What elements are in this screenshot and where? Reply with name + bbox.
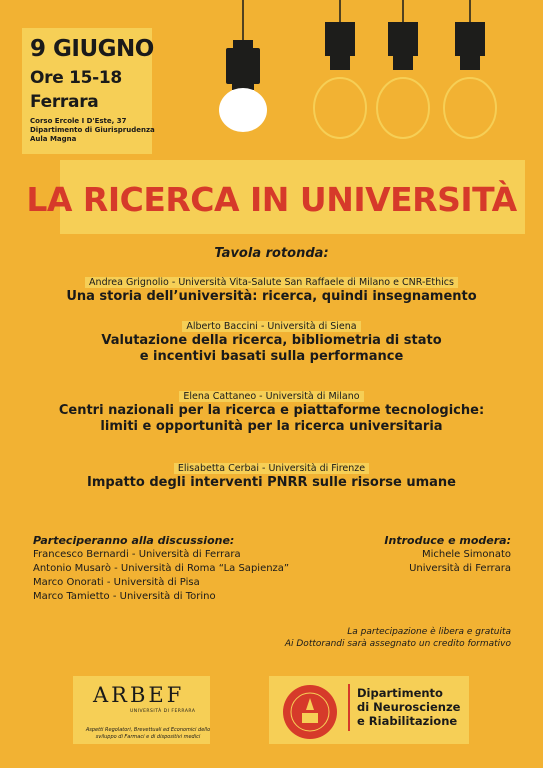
university-seal-icon <box>281 683 339 741</box>
talk-title: limiti e opportunità per la ricerca universitaria <box>100 419 443 434</box>
speaker-affiliation: Università Vita-Salute San Raffaele di Milano e CNR-Ethics <box>178 277 454 288</box>
participant: Antonio Musarò - Università di Roma “La Sapienza” <box>33 563 290 574</box>
event-title: LA RICERCA IN UNIVERSITÀ <box>26 180 517 219</box>
discussion-list <box>33 534 289 604</box>
talk-title: e incentivi basati sulla performance <box>139 349 404 364</box>
speaker-affiliation: Università di Siena <box>267 321 357 332</box>
department-name-line: di Neuroscienze <box>357 700 461 714</box>
speaker-affiliation: Università di Milano <box>265 391 360 402</box>
talk-item: Alberto Baccini - Università di Siena Valutazione della ricerca, bibliometria di stato e incentivi basati sulla performance <box>0 320 543 365</box>
participant: Marco Tamietto - Università di Torino <box>33 591 216 602</box>
talk-item: Andrea Grignolio - Università Vita-Salute San Raffaele di Milano e CNR-Ethics Una storia dell’università: ricerca, quindi insegnamento <box>0 276 543 305</box>
note-line: Ai Dottorandi sarà assegnato un credito formativo <box>284 639 511 649</box>
discussion-heading: Parteciperanno alla discussione: <box>33 534 235 547</box>
roundtable-heading: Tavola rotonda: <box>214 246 329 261</box>
speaker-name: Andrea Grignolio <box>89 277 169 288</box>
participation-notes <box>285 626 511 650</box>
address-line: Corso Ercole I D'Este, 37 <box>30 117 127 125</box>
unlit-bulb-icon <box>314 0 366 138</box>
note-line: La partecipazione è libera e gratuita <box>347 627 511 637</box>
talk-title: Impatto degli interventi PNRR sulle risorse umane <box>87 475 456 490</box>
unlit-bulb-icon <box>444 0 496 138</box>
speaker-name: Alberto Baccini <box>186 321 258 332</box>
address-line: Dipartimento di Giurisprudenza <box>30 126 155 134</box>
department-name-line: e Riabilitazione <box>357 714 458 728</box>
speaker-name: Elena Cattaneo <box>183 391 257 402</box>
participant: Marco Onorati - Università di Pisa <box>33 577 200 588</box>
talk-title: Centri nazionali per la ricerca e piattaforme tecnologiche: <box>58 403 485 418</box>
unlit-bulb-icon <box>377 0 429 138</box>
moderator-name: Michele Simonato <box>422 549 511 560</box>
lit-bulb-icon <box>219 0 267 132</box>
arbef-logo: ARBEF <box>93 683 185 707</box>
arbef-subtitle: UNIVERSITÀ DI FERRARA <box>130 709 196 714</box>
department-name-line: Dipartimento <box>357 686 443 700</box>
moderator-affiliation: Università di Ferrara <box>409 563 511 574</box>
event-time: Ore 15-18 <box>30 68 122 88</box>
talk-title: Una storia dell’università: ricerca, quindi insegnamento <box>66 289 477 304</box>
talk-title: Valutazione della ricerca, bibliometria di stato <box>101 333 442 348</box>
address-line: Aula Magna <box>30 135 77 143</box>
arbef-description: Aspetti Regolatori, Brevettuali ed Economici dello sviluppo di Farmaci e di dispositivi medici <box>85 727 211 740</box>
moderator-heading: Introduce e modera: <box>384 534 511 547</box>
talk-item: Elisabetta Cerbai - Università di Firenze Impatto degli interventi PNRR sulle risorse umane <box>0 462 543 491</box>
department-logo <box>357 686 460 728</box>
event-date: 9 GIUGNO <box>30 36 154 62</box>
speaker-affiliation: Università di Firenze <box>268 463 366 474</box>
logo-divider <box>348 684 350 731</box>
event-city: Ferrara <box>30 92 99 112</box>
talk-item: Elena Cattaneo - Università di Milano Centri nazionali per la ricerca e piattaforme tecnologiche: limiti e opportunità per la ricerca universitaria <box>0 390 543 435</box>
speaker-name: Elisabetta Cerbai <box>177 463 259 474</box>
participant: Francesco Bernardi - Università di Ferrara <box>33 549 241 560</box>
moderator-block <box>384 534 511 576</box>
